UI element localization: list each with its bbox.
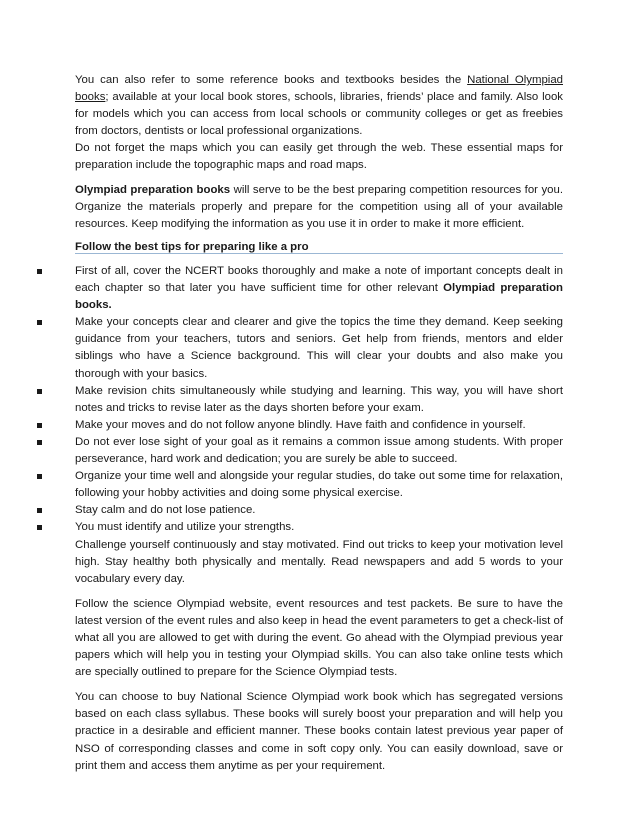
bullet-icon [37, 269, 42, 274]
intro-p1-rest: ; available at your local book stores, schools, libraries, friends’ place and family. Also look for models which you can access from local schools or community colleges or get as freebies from doctors, dentists or local professional organizations. [75, 91, 563, 138]
bullet-icon [37, 525, 42, 530]
intro-paragraph-1 [75, 72, 563, 140]
tip-item [75, 468, 563, 502]
tip-text: Do not ever lose sight of your goal as it remains a common issue among students. With proper perseverance, hard work and dedication; you are surely be able to succeed. [75, 435, 563, 466]
closing-paragraph-3: You can choose to buy National Science Olympiad work book which has segregated versions based on each class syllabus. These books will surely boost your preparation and will help you practice in a desirable and efficient manner. These books contain latest previous year paper of NSO of corresponding classes and come in soft copy only. You can easily download, save or print them and access them anytime as per your requirement. [75, 691, 563, 772]
tip-item [75, 434, 563, 468]
intro-p3-rest: will serve to be the best preparing competition resources for you. Organize the materials properly and prepare for the competition using all of your available resources. Keep modifying the information as you use it in order to make it more efficient. [75, 183, 563, 230]
tip-item [75, 383, 563, 417]
closing-paragraph-2: Follow the science Olympiad website, event resources and test packets. Be sure to have the latest version of the event rules and also keep in head the event parameters to get a check-list of what all you are allowed to get with during the event. Go ahead with the Olympiad previous year papers which will help you in testing your Olympiad skills. You can also take online tests which are specially outlined to prepare for the Science Olympiad tests. [75, 597, 563, 679]
tips-list [75, 263, 563, 775]
heading-divider [75, 253, 563, 254]
intro-paragraph-3 [75, 182, 563, 233]
bullet-icon [37, 423, 42, 428]
closing-paragraph-1: Challenge yourself continuously and stay motivated. Find out tricks to keep your motivation level high. Stay healthy both physically and mentally. Read newspapers and add 5 words to your vocabulary every day. [75, 538, 563, 585]
bullet-icon [37, 389, 42, 394]
bullet-icon [37, 320, 42, 325]
bullet-icon [37, 440, 42, 445]
tip-item [75, 502, 563, 519]
tip-text: Stay calm and do not lose patience. [75, 504, 256, 517]
intro-paragraph-2: Do not forget the maps which you can easily get through the web. These essential maps for preparation include the topographic maps and road maps. [75, 142, 563, 172]
tip-item [75, 519, 563, 774]
tip-item [75, 314, 563, 382]
intro-section [75, 72, 563, 256]
tip-text: You must identify and utilize your strengths. [75, 521, 295, 534]
tip-text: Make your moves and do not follow anyone blindly. Have faith and confidence in yourself. [75, 418, 526, 431]
tip-text: Make revision chits simultaneously while studying and learning. This way, you will have short notes and tricks to revise later as the days shorten before your exam. [75, 384, 563, 414]
olympiad-preparation-books-bold: Olympiad preparation books [75, 183, 231, 196]
intro-p1-text: You can also refer to some reference books and textbooks besides the [75, 74, 468, 86]
tip-item [75, 417, 563, 434]
tip-text: Organize your time well and alongside your regular studies, do take out some time for relaxation, following your hobby activities and doing some physical exercise. [75, 470, 563, 500]
tip-bold-text: Olympiad preparation books. [75, 282, 563, 312]
tip-text: Make your concepts clear and clearer and give the topics the time they demand. Keep seeking guidance from your teachers, tutors and seniors. Get help from friends, mentors and elder siblings who have a Science background. This will clear your doubts and also make you thorough with your basics. [75, 316, 563, 380]
tips-heading: Follow the best tips for preparing like a pro [75, 240, 309, 253]
bullet-icon [37, 474, 42, 479]
bullet-icon [37, 508, 42, 513]
tip-text: First of all, cover the NCERT books thoroughly and make a note of important concepts dealt in each chapter so that later you have sufficient time for other relevant [75, 265, 563, 295]
national-olympiad-books-link[interactable]: National Olympiad books [75, 74, 563, 104]
tip-item [75, 263, 563, 314]
